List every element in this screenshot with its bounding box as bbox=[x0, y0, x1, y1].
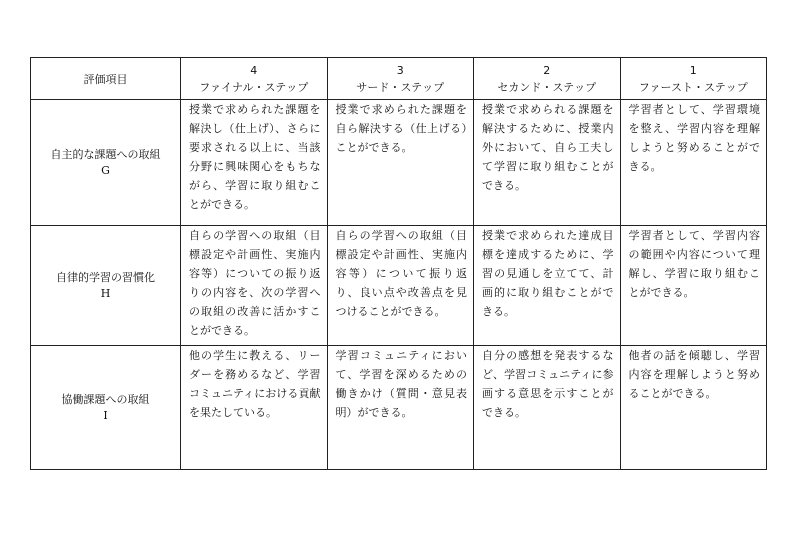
criteria-cell: 学習者として、学習環境を整え、学習内容を理解しようと努めることができる。 bbox=[620, 100, 767, 226]
row-label-cell bbox=[31, 100, 181, 226]
criteria-cell: 自らの学習への取組（目標設定や計画性、実施内容等）についての振り返りの内容を、次の学習への取組の改善に活かすことができる。 bbox=[181, 226, 328, 346]
row-code: H bbox=[100, 286, 111, 300]
criteria-cell: 授業で求められた課題を解決し（仕上げ）、さらに要求される以上に、当該分野に興味関心をもちながら、学習に取り組むことができる。 bbox=[181, 100, 328, 226]
level-number: 3 bbox=[396, 64, 404, 77]
row-label-cell bbox=[31, 226, 181, 346]
criteria-cell: 他の学生に教える、リーダーを務めるなど、学習コミュニティにおける貢献を果たしている。 bbox=[181, 346, 328, 470]
level-number: 4 bbox=[250, 64, 258, 77]
header-level-4 bbox=[181, 58, 328, 100]
level-name: セカンド・ステップ bbox=[497, 81, 597, 94]
level-name: ファースト・ステップ bbox=[638, 81, 748, 94]
row-label: 協働課題への取組 bbox=[61, 392, 150, 406]
header-level-2 bbox=[474, 58, 621, 100]
row-label: 自律的学習の習慣化 bbox=[56, 270, 155, 284]
header-level-1 bbox=[620, 58, 767, 100]
level-number: 2 bbox=[543, 64, 551, 77]
level-name: ファイナル・ステップ bbox=[199, 81, 309, 94]
criteria-cell: 自分の感想を発表するなど、学習コミュニティに参画する意思を示すことができる。 bbox=[474, 346, 621, 470]
criteria-cell: 授業で求められた課題を自ら解決する（仕上げる）ことができる。 bbox=[327, 100, 474, 226]
header-level-3 bbox=[327, 58, 474, 100]
rubric-row-i bbox=[31, 346, 767, 470]
criteria-cell: 授業で求められる課題を解決するために、授業内外において、自ら工夫して学習に取り組むことができる。 bbox=[474, 100, 621, 226]
criteria-cell: 授業で求められた達成目標を達成するために、学習の見通しを立てて、計画的に取り組むことができる。 bbox=[474, 226, 621, 346]
level-name: サード・ステップ bbox=[356, 81, 445, 94]
criteria-cell: 学習者として、学習内容の範囲や内容について理解し、学習に取り組むことができる。 bbox=[620, 226, 767, 346]
level-number: 1 bbox=[689, 64, 697, 77]
criteria-cell: 他者の話を傾聴し、学習内容を理解しようと努めることができる。 bbox=[620, 346, 767, 470]
rubric-table bbox=[30, 57, 767, 470]
rubric-row-h bbox=[31, 226, 767, 346]
header-item-label: 評価項目 bbox=[31, 58, 181, 100]
row-label-cell bbox=[31, 346, 181, 470]
criteria-cell: 自らの学習への取組（目標設定や計画性、実施内容等）について振り返り、良い点や改善点を見つけることができる。 bbox=[327, 226, 474, 346]
rubric-row-g bbox=[31, 100, 767, 226]
row-label: 自主的な課題への取組 bbox=[50, 147, 161, 161]
header-row bbox=[31, 58, 767, 100]
criteria-cell: 学習コミュニティにおいて、学習を深めるための働きかけ（質問・意見表明）ができる。 bbox=[327, 346, 474, 470]
row-code: G bbox=[101, 163, 110, 177]
row-code: I bbox=[103, 408, 108, 422]
